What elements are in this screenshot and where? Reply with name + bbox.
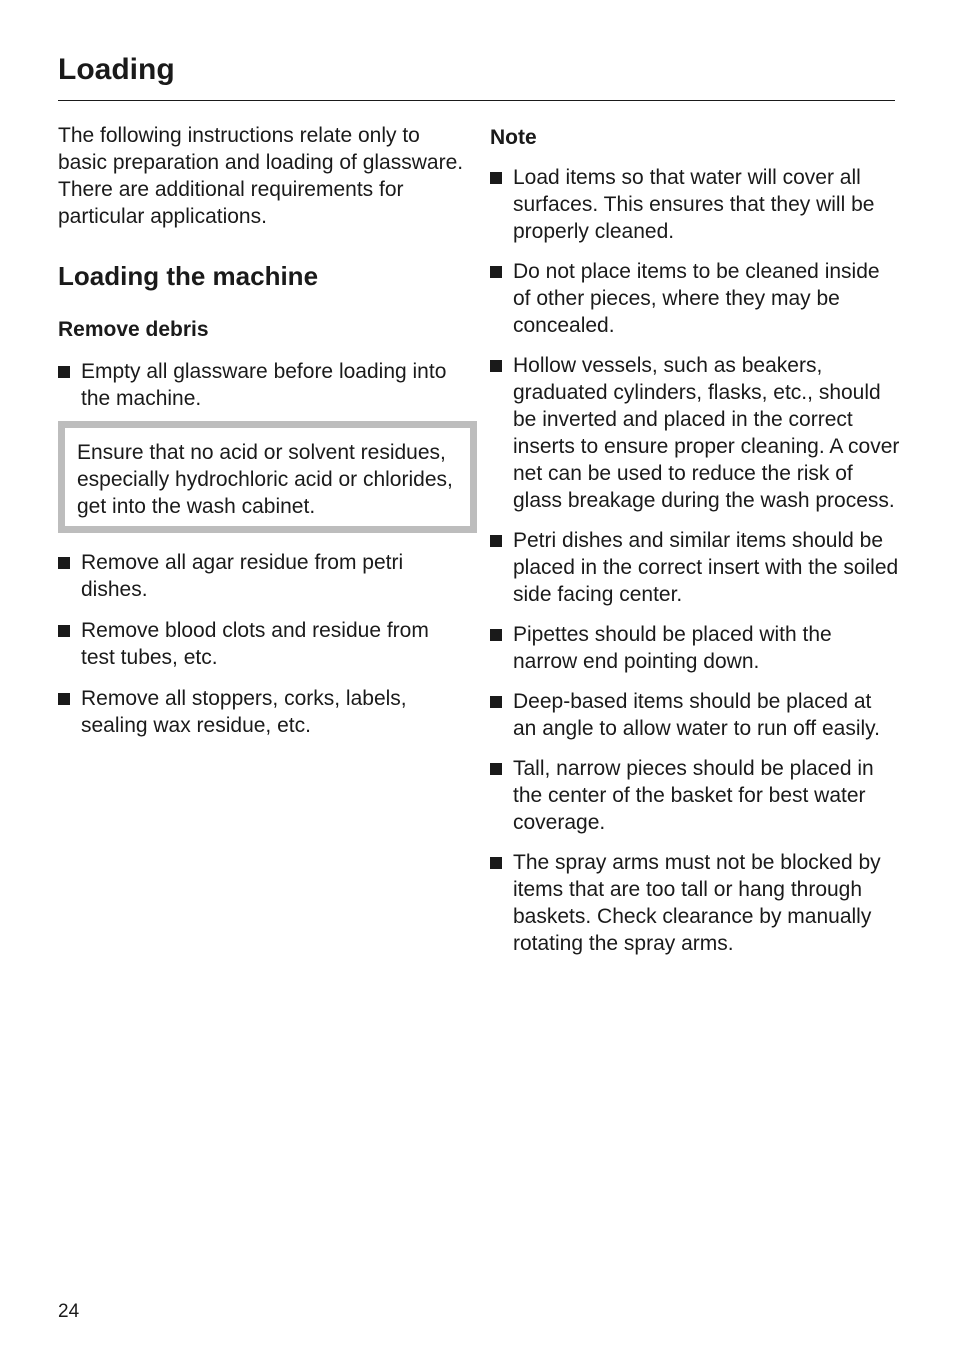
note-list: [490, 164, 900, 957]
square-bullet-icon: [490, 696, 502, 708]
list-item: [58, 358, 468, 412]
square-bullet-icon: [58, 625, 70, 637]
list-item: [490, 849, 900, 957]
list-item-text: Remove all stoppers, corks, labels, sealing wax residue, etc.: [81, 687, 407, 737]
square-bullet-icon: [490, 172, 502, 184]
debris-list-intro: [58, 358, 468, 412]
list-item-text: Petri dishes and similar items should be placed in the correct insert with the soiled side facing center.: [513, 529, 899, 606]
list-item: [490, 755, 900, 836]
square-bullet-icon: [490, 535, 502, 547]
note-heading: Note: [490, 126, 537, 149]
list-item: [490, 258, 900, 339]
square-bullet-icon: [58, 366, 70, 378]
left-column: [58, 122, 468, 739]
intro-paragraph: The following instructions relate only to basic preparation and loading of glassware. There are additional requirements for particular applications.: [58, 124, 464, 228]
square-bullet-icon: [58, 693, 70, 705]
list-item: [58, 617, 468, 671]
list-item-text: Load items so that water will cover all surfaces. This ensures that they will be properly cleaned.: [513, 166, 875, 243]
square-bullet-icon: [490, 629, 502, 641]
list-item-text: Deep-based items should be placed at an angle to allow water to run off easily.: [513, 690, 880, 740]
list-item-text: Hollow vessels, such as beakers, graduated cylinders, flasks, etc., should be inverted and placed in the correct inserts to ensure proper cleaning. A cover net can be used to reduce the risk of glass breakage during the wash process.: [513, 354, 900, 512]
debris-list: [58, 549, 468, 739]
list-item: [490, 164, 900, 245]
section-heading-loading-machine: Loading the machine: [58, 261, 319, 291]
square-bullet-icon: [490, 857, 502, 869]
list-item-text: Tall, narrow pieces should be placed in the center of the basket for best water coverage.: [513, 757, 874, 834]
list-item-text: Do not place items to be cleaned inside of other pieces, where they may be concealed.: [513, 260, 880, 337]
list-item: [490, 352, 900, 514]
square-bullet-icon: [490, 763, 502, 775]
right-column: [490, 122, 900, 957]
list-item-text: Empty all glassware before loading into the machine.: [81, 360, 447, 410]
page-number: 24: [58, 1301, 80, 1322]
title-divider: [58, 100, 895, 101]
page-title: Loading: [58, 53, 175, 86]
list-item-text: The spray arms must not be blocked by items that are too tall or hang through baskets. Check clearance by manually rotating the spray arms.: [513, 851, 881, 955]
list-item: [58, 549, 468, 603]
subheading-remove-debris: Remove debris: [58, 318, 209, 341]
list-item-text: Pipettes should be placed with the narrow end pointing down.: [513, 623, 832, 673]
square-bullet-icon: [490, 360, 502, 372]
list-item: [490, 688, 900, 742]
list-item-text: Remove blood clots and residue from test tubes, etc.: [81, 619, 429, 669]
list-item-text: Remove all agar residue from petri dishes.: [81, 551, 404, 601]
list-item: [58, 685, 468, 739]
square-bullet-icon: [58, 557, 70, 569]
warning-text: Ensure that no acid or solvent residues, especially hydrochloric acid or chlorides, get into the wash cabinet.: [77, 441, 453, 518]
list-item: [490, 527, 900, 608]
warning-box: [58, 421, 477, 533]
square-bullet-icon: [490, 266, 502, 278]
list-item: [490, 621, 900, 675]
